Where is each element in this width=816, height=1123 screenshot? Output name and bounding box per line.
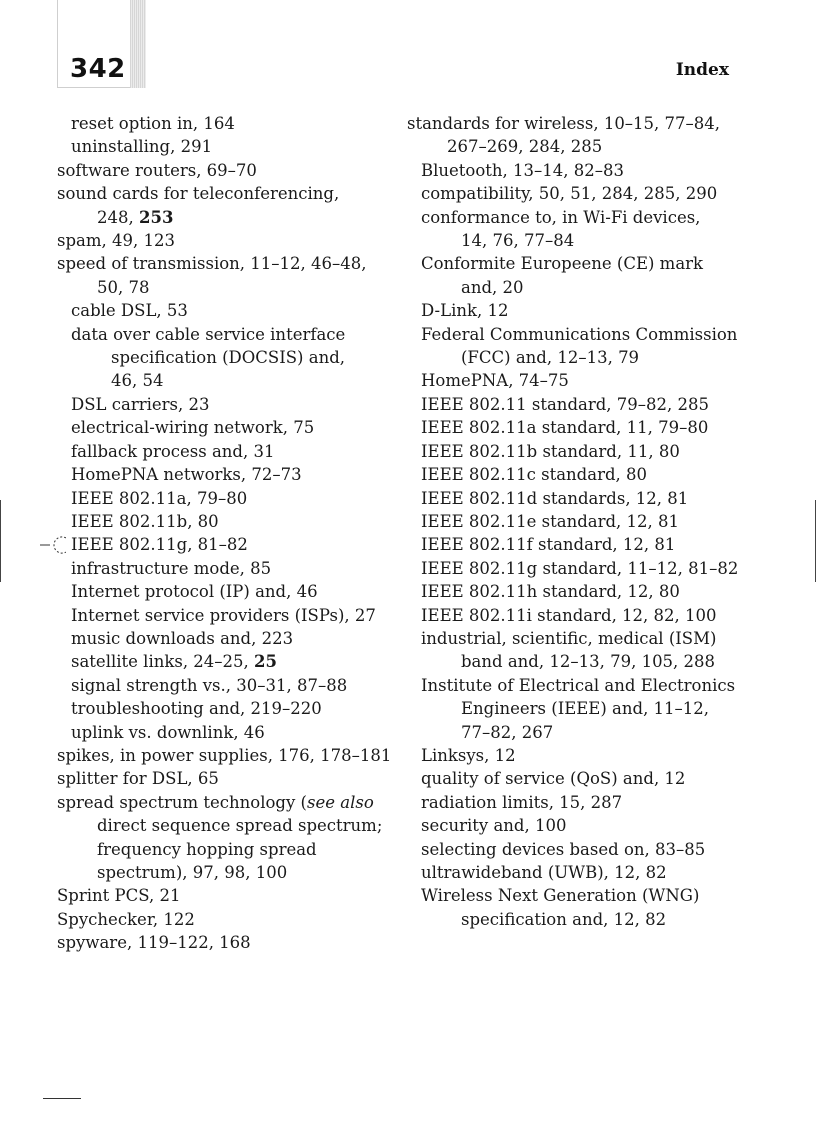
index-text: Wireless Next Generation (WNG) [421, 886, 700, 906]
index-text: speed of transmission, 11–12, 46–48, [57, 254, 367, 274]
index-entry [407, 323, 767, 370]
index-text: 50, 78 [97, 277, 150, 297]
index-text: direct sequence spread spectrum; [97, 816, 383, 836]
index-entry [57, 487, 387, 510]
index-text: Federal Communications Commission [421, 324, 738, 344]
index-entry [57, 533, 387, 556]
index-entry [57, 135, 387, 158]
index-column-right [407, 112, 767, 931]
index-text: Conformite Europeene (CE) mark [421, 254, 704, 274]
index-text: sound cards for teleconferencing, [57, 184, 340, 204]
index-text: reset option in, 164 [71, 114, 235, 133]
index-text: spread spectrum technology ( [57, 792, 307, 812]
index-text: IEEE 802.11h standard, 12, 80 [421, 582, 680, 602]
index-text: IEEE 802.11a, 79–80 [71, 488, 248, 508]
index-text: 46, 54 [111, 371, 164, 391]
index-entry [57, 252, 387, 299]
page-tab-shading [130, 0, 146, 88]
index-text: and, 20 [461, 277, 524, 297]
index-entry [407, 814, 767, 837]
index-text: HomePNA, 74–75 [421, 371, 569, 391]
index-cross-ref: see also [307, 792, 374, 812]
index-entry [407, 159, 767, 182]
index-text: Internet protocol (IP) and, 46 [71, 582, 318, 602]
index-text: satellite links, 24–25, [71, 652, 255, 672]
index-entry [407, 838, 767, 861]
index-text: IEEE 802.11f standard, 12, 81 [421, 535, 676, 555]
index-text: frequency hopping spread [97, 839, 317, 859]
index-entry [57, 908, 387, 931]
index-entry [407, 112, 767, 159]
index-text: IEEE 802.11e standard, 12, 81 [421, 511, 680, 531]
index-text: 248, [97, 207, 139, 227]
index-entry [407, 884, 767, 931]
index-text: 77–82, 267 [461, 722, 554, 742]
index-text: D-Link, 12 [421, 301, 509, 321]
index-entry [407, 299, 767, 322]
index-text: selecting devices based on, 83–85 [421, 839, 706, 859]
index-text: splitter for DSL, 65 [57, 769, 219, 789]
index-entry [57, 791, 387, 885]
index-text: band and, 12–13, 79, 105, 288 [461, 652, 716, 672]
index-entry [57, 744, 392, 767]
index-entry [57, 463, 387, 486]
index-entry [407, 416, 767, 439]
index-text: spam, 49, 123 [57, 231, 175, 251]
index-entry [57, 697, 387, 720]
index-column-left [57, 112, 392, 955]
index-entry [57, 557, 387, 580]
index-text: specification and, 12, 82 [461, 909, 667, 929]
index-text: uninstalling, 291 [71, 137, 213, 157]
index-text: spyware, 119–122, 168 [57, 933, 251, 953]
index-entry [57, 159, 387, 182]
index-text: HomePNA networks, 72–73 [71, 465, 302, 485]
index-entry [407, 252, 767, 299]
page-number: 342 [70, 54, 126, 84]
index-entry [57, 299, 387, 322]
index-entry [57, 229, 387, 252]
index-text: compatibility, 50, 51, 284, 285, 290 [421, 184, 718, 204]
index-entry [57, 440, 387, 463]
index-text: IEEE 802.11b, 80 [71, 511, 219, 531]
index-entry [57, 721, 387, 744]
index-text: security and, 100 [421, 816, 567, 836]
index-text: standards for wireless, 10–15, 77–84, [407, 114, 721, 133]
index-entry [57, 112, 387, 135]
index-entry [57, 323, 387, 393]
index-text: Internet service providers (ISPs), 27 [71, 605, 376, 625]
index-text: ultrawideband (UWB), 12, 82 [421, 863, 667, 882]
index-entry [57, 416, 387, 439]
index-entry [407, 393, 767, 416]
index-text: infrastructure mode, 85 [71, 558, 272, 578]
index-entry [57, 580, 387, 603]
index-entry [407, 744, 767, 767]
index-entry [407, 791, 767, 814]
index-text: IEEE 802.11b standard, 11, 80 [421, 441, 680, 461]
index-entry [407, 580, 767, 603]
index-text: IEEE 802.11a standard, 11, 79–80 [421, 418, 709, 438]
index-text: industrial, scientific, medical (ISM) [421, 628, 717, 648]
index-entry [57, 604, 387, 627]
index-entry [57, 767, 387, 790]
index-page-ref-bold: 253 [138, 207, 174, 227]
index-text: radiation limits, 15, 287 [421, 792, 623, 812]
index-text: Sprint PCS, 21 [57, 886, 181, 906]
index-text: data over cable service interface [71, 324, 346, 344]
index-entry [407, 487, 767, 510]
index-entry [57, 510, 387, 533]
index-text: IEEE 802.11d standards, 12, 81 [421, 488, 689, 508]
index-text: IEEE 802.11g, 81–82 [71, 535, 248, 555]
index-text: spectrum), 97, 98, 100 [97, 863, 288, 882]
index-entry [57, 650, 387, 673]
index-entry [407, 182, 767, 205]
index-entry [407, 533, 767, 556]
index-text: 14, 76, 77–84 [461, 231, 575, 251]
index-entry [407, 627, 767, 674]
index-text: Spychecker, 122 [57, 909, 195, 929]
index-text: uplink vs. downlink, 46 [71, 722, 265, 742]
registration-mark-icon [40, 532, 66, 558]
index-text: quality of service (QoS) and, 12 [421, 769, 686, 789]
index-text: cable DSL, 53 [71, 301, 188, 321]
index-entry [407, 674, 767, 744]
index-text: Bluetooth, 13–14, 82–83 [421, 160, 625, 180]
index-entry [407, 604, 767, 627]
index-text: IEEE 802.11g standard, 11–12, 81–82 [421, 558, 739, 578]
index-entry [407, 557, 767, 580]
index-entry [407, 463, 767, 486]
index-text: music downloads and, 223 [71, 628, 294, 648]
index-text: Institute of Electrical and Electronics [421, 675, 736, 695]
index-text: electrical-wiring network, 75 [71, 418, 315, 438]
index-text: software routers, 69–70 [57, 160, 257, 180]
index-text: DSL carriers, 23 [71, 394, 210, 414]
index-entry [57, 393, 387, 416]
index-entry [407, 206, 767, 253]
index-entry [407, 510, 767, 533]
index-text: IEEE 802.11i standard, 12, 82, 100 [421, 605, 717, 625]
index-text: specification (DOCSIS) and, [111, 348, 346, 368]
index-page-ref-bold: 25 [254, 652, 278, 672]
index-text: conformance to, in Wi-Fi devices, [421, 207, 701, 227]
index-entry [57, 884, 387, 907]
index-text: signal strength vs., 30–31, 87–88 [71, 675, 348, 695]
index-text: (FCC) and, 12–13, 79 [461, 348, 640, 368]
index-text: IEEE 802.11 standard, 79–82, 285 [421, 394, 710, 414]
crop-mark-left [0, 500, 1, 582]
index-entry [407, 861, 767, 884]
index-entry [57, 674, 387, 697]
index-entry [57, 931, 387, 954]
index-text: spikes, in power supplies, 176, 178–181 [57, 745, 392, 765]
index-text: IEEE 802.11c standard, 80 [421, 465, 648, 485]
index-text: fallback process and, 31 [71, 441, 275, 461]
index-text: Linksys, 12 [421, 745, 516, 765]
index-entry [57, 627, 387, 650]
index-entry [407, 369, 767, 392]
index-entry [57, 182, 387, 229]
bottom-rule [43, 1098, 81, 1099]
index-text: 267–269, 284, 285 [447, 137, 603, 157]
index-text: Engineers (IEEE) and, 11–12, [461, 699, 710, 719]
index-entry [407, 440, 767, 463]
index-entry [407, 767, 767, 790]
index-text: troubleshooting and, 219–220 [71, 699, 322, 719]
running-head: Index [675, 60, 729, 80]
